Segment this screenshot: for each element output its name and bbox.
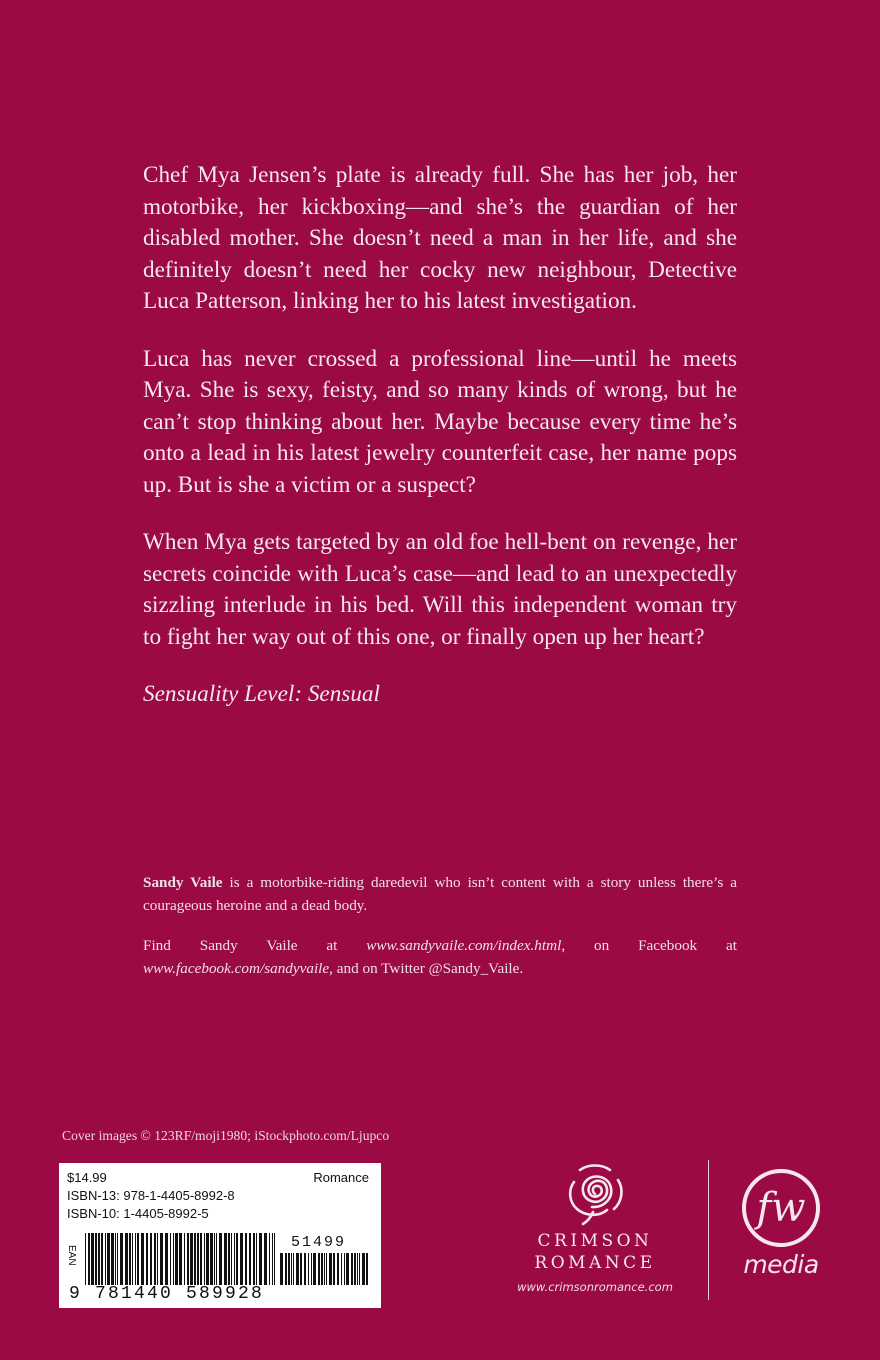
- fw-circle-icon: [733, 1166, 829, 1250]
- rose-icon: [560, 1160, 630, 1228]
- barcode-bar: [85, 1233, 86, 1285]
- barcode-bar: [245, 1233, 247, 1285]
- barcode-bar: [175, 1233, 178, 1285]
- isbn-13: ISBN-13: 978-1-4405-8992-8: [67, 1188, 235, 1203]
- barcode-bar: [210, 1233, 213, 1285]
- barcode-bar: [206, 1233, 209, 1285]
- barcode-bar: [179, 1233, 182, 1285]
- barcode-bar: [132, 1233, 133, 1285]
- barcode-bar: [228, 1233, 230, 1285]
- barcode-bar: [219, 1233, 222, 1285]
- barcode-bar: [95, 1233, 97, 1285]
- barcode-bar: [187, 1233, 189, 1285]
- barcode-bar: [204, 1233, 205, 1285]
- barcode-bar: [173, 1233, 174, 1285]
- barcode-bar: [160, 1233, 163, 1285]
- barcode-bar: [308, 1253, 309, 1285]
- barcode-bar: [313, 1253, 316, 1285]
- publisher-name-line1: CRIMSON: [537, 1231, 653, 1251]
- author-bio: [143, 872, 737, 998]
- fw-letters: fw: [756, 1185, 806, 1231]
- barcode-bar: [351, 1253, 353, 1285]
- barcode-bar: [214, 1233, 215, 1285]
- barcode-box: [59, 1163, 381, 1308]
- price: $14.99: [67, 1170, 107, 1185]
- barcode-bar: [111, 1233, 114, 1285]
- barcode-bar: [280, 1253, 283, 1285]
- logo-divider: [708, 1160, 709, 1300]
- find-suffix: , and on Twitter @Sandy_Vaile.: [329, 959, 524, 977]
- barcode-bar: [311, 1253, 312, 1285]
- isbn-10: ISBN-10: 1-4405-8992-5: [67, 1206, 209, 1221]
- cover-credits: Cover images © 123RF/moji1980; iStockphoto.com/Ljupco: [62, 1128, 390, 1143]
- barcode-bar: [249, 1233, 251, 1285]
- facebook-link: www.facebook.com/sandyvaile: [143, 959, 330, 977]
- barcode-bar: [141, 1233, 144, 1285]
- barcode-bar: [190, 1233, 193, 1285]
- barcode-bar: [285, 1253, 287, 1285]
- barcode-bar: [318, 1253, 320, 1285]
- barcode-bar: [88, 1233, 90, 1285]
- barcode-bar: [321, 1253, 323, 1285]
- sensuality-level: Sensuality Level: Sensual: [143, 681, 380, 707]
- barcode-bar: [125, 1233, 128, 1285]
- find-author: [143, 935, 737, 980]
- barcode-bar: [326, 1253, 327, 1285]
- barcode-bar: [184, 1233, 185, 1285]
- bio-text: is a motorbike-riding daredevil who isn’t content with a story unless there’s a courageous heroine and a dead body.: [143, 874, 737, 914]
- barcode-bar: [117, 1233, 118, 1285]
- blurb-paragraph-3: When Mya gets targeted by an old foe hell-bent on revenge, her secrets coincide with Luca’s case—and lead to an unexpectedly sizzling interlude in his bed. Will this independent woman try to fight her way out of this one, or finally open up her heart?: [143, 529, 737, 650]
- blurb-paragraph-2: Luca has never crossed a professional line—until he meets Mya. She is sexy, feisty, and so many kinds of wrong, but he can’t stop thinking about her. Maybe because every time he’s onto a lead in his latest jewelry counterfeit case, her name pops up. But is she a victim or a suspect?: [143, 345, 737, 498]
- blurb: [143, 160, 737, 737]
- barcode-bar: [154, 1233, 156, 1285]
- barcode-bar: [197, 1233, 199, 1285]
- genre: Romance: [313, 1170, 369, 1185]
- barcode-bar: [357, 1253, 358, 1285]
- barcode-bar: [224, 1233, 227, 1285]
- barcode-bar: [216, 1233, 217, 1285]
- barcode-bar: [129, 1233, 131, 1285]
- barcode-bar: [359, 1253, 360, 1285]
- barcode-bar: [269, 1233, 270, 1285]
- ean-label: EAN: [66, 1245, 77, 1266]
- barcode-bar: [333, 1253, 335, 1285]
- publisher-url: www.crimsonromance.com: [517, 1280, 673, 1294]
- barcode-addon-bars: [280, 1253, 370, 1285]
- barcode-bar: [296, 1253, 299, 1285]
- barcode-bar: [135, 1233, 136, 1285]
- barcode-bar: [91, 1233, 94, 1285]
- barcode-bar: [170, 1233, 171, 1285]
- barcode-bar: [150, 1233, 152, 1285]
- barcode-bar: [293, 1253, 294, 1285]
- barcode-bar: [194, 1233, 196, 1285]
- barcode-bar: [300, 1253, 302, 1285]
- barcode-bar: [362, 1253, 365, 1285]
- barcode-bar: [272, 1233, 273, 1285]
- barcode-bar: [200, 1233, 202, 1285]
- barcode-bar: [240, 1233, 243, 1285]
- barcode-bar: [341, 1253, 342, 1285]
- barcode-bar: [291, 1253, 292, 1285]
- publisher-name: [510, 1230, 680, 1274]
- barcode-bar: [259, 1233, 262, 1285]
- barcode-bar: [256, 1233, 257, 1285]
- barcode-bar: [98, 1233, 100, 1285]
- crimson-romance-logo: [510, 1160, 680, 1310]
- fw-media-text: media: [743, 1250, 819, 1279]
- barcode-bars: [85, 1233, 275, 1285]
- barcode-bar: [344, 1253, 345, 1285]
- barcode-bar: [264, 1233, 267, 1285]
- find-mid: , on Facebook at: [561, 937, 737, 954]
- barcode-bar: [146, 1233, 148, 1285]
- barcode-bar: [366, 1253, 368, 1285]
- fw-media-logo: [733, 1166, 829, 1286]
- barcode-bar: [304, 1253, 306, 1285]
- website-link: www.sandyvaile.com/index.html: [366, 937, 562, 954]
- barcode-bar: [107, 1233, 110, 1285]
- barcode-bar: [288, 1253, 290, 1285]
- barcode-bar: [329, 1253, 332, 1285]
- barcode-bar: [165, 1233, 168, 1285]
- barcode-bar: [137, 1233, 139, 1285]
- barcode-bar: [346, 1253, 349, 1285]
- barcode-bar: [354, 1253, 356, 1285]
- bio-paragraph: [143, 872, 737, 917]
- barcode-bar: [157, 1233, 158, 1285]
- find-prefix: Find Sandy Vaile at: [143, 937, 367, 954]
- barcode-bar: [101, 1233, 103, 1285]
- barcode-bar: [231, 1233, 232, 1285]
- barcode-digits: 9 781440 589928: [69, 1284, 265, 1304]
- barcode-bar: [105, 1233, 106, 1285]
- barcode-bar: [236, 1233, 238, 1285]
- barcode-addon-digits: 51499: [291, 1234, 347, 1251]
- barcode-bar: [234, 1233, 235, 1285]
- barcode-bar: [253, 1233, 255, 1285]
- barcode-bar: [324, 1253, 325, 1285]
- barcode-bar: [120, 1233, 123, 1285]
- barcode-bar: [274, 1233, 275, 1285]
- author-name: Sandy Vaile: [143, 874, 223, 891]
- barcode-bar: [115, 1233, 116, 1285]
- blurb-paragraph-1: Chef Mya Jensen’s plate is already full. She has her job, her motorbike, her kickboxing—and she’s the guardian of her disabled mother. She doesn’t need a man in her life, and she definitely doesn’t need her cocky new neighbour, Detective Luca Patterson, linking her to his latest investigation.: [143, 162, 737, 314]
- publisher-name-line2: ROMANCE: [534, 1253, 656, 1273]
- barcode-bar: [337, 1253, 339, 1285]
